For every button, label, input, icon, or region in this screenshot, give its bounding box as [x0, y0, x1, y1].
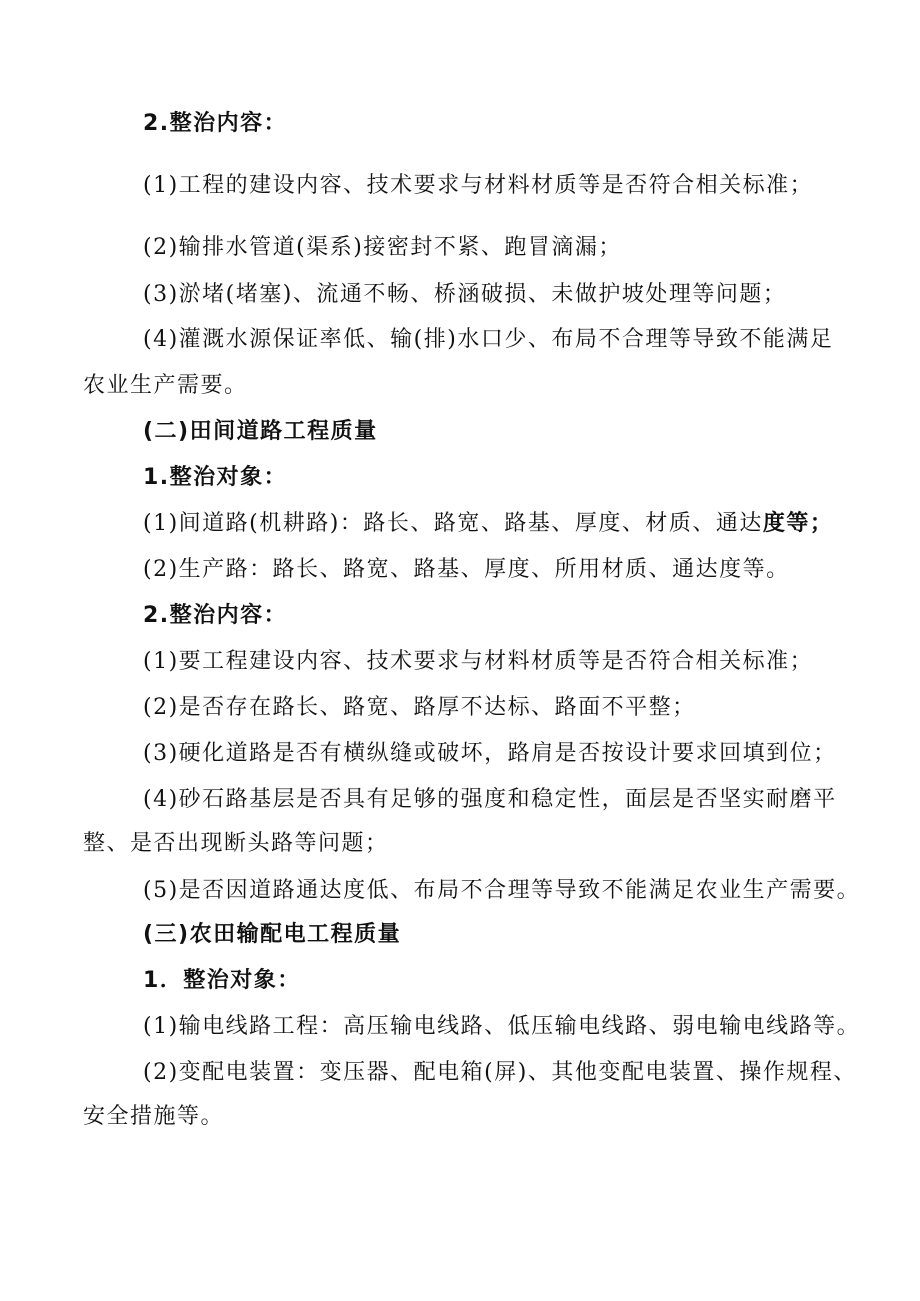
paragraph-line: (3)淤堵(堵塞)、流通不畅、桥涵破损、未做护坡处理等问题； [143, 282, 787, 307]
paragraph-line-bold-text: 度等； [762, 511, 834, 536]
paragraph-line: (2)生产路：路长、路宽、路基、厚度、所用材质、通达度等。 [143, 557, 790, 582]
section-heading-field-road: (二)田间道路工程质量 [143, 419, 378, 444]
section-heading-power-distribution: (三)农田输配电工程质量 [143, 922, 402, 947]
subsection-heading-target: 1.整治对象： [143, 465, 288, 490]
paragraph-line-continuation: 农业生产需要。 [83, 373, 248, 398]
paragraph-line: (2)输排水管道(渠系)接密封不紧、跑冒滴漏； [143, 235, 622, 260]
subsection-heading-target: 1．整治对象： [143, 968, 301, 993]
paragraph-line: (2)是否存在路长、路宽、路厚不达标、路面不平整； [143, 695, 696, 720]
paragraph-line: (5)是否因道路通达度低、布局不合理等导致不能满足农业生产需要。 [143, 878, 861, 903]
paragraph-line: (1)输电线路工程：高压输电线路、低压输电线路、弱电输电线路等。 [143, 1014, 861, 1039]
paragraph-line-text: (1)间道路(机耕路)：路长、路宽、路基、厚度、材质、通达 [143, 511, 763, 536]
paragraph-line: (1)工程的建设内容、技术要求与材料材质等是否符合相关标准； [143, 173, 814, 198]
paragraph-line-continuation: 安全措施等。 [83, 1104, 225, 1129]
paragraph-line-continuation: 整、是否出现断头路等问题； [83, 831, 389, 856]
paragraph-line: (4)灌溉水源保证率低、输(排)水口少、布局不合理等导致不能满足 [143, 327, 834, 352]
paragraph-line: (3)硬化道路是否有横纵缝或破坏，路肩是否按设计要求回填到位； [143, 741, 837, 766]
paragraph-line: (1)要工程建设内容、技术要求与材料材质等是否符合相关标准； [143, 649, 814, 674]
paragraph-line [143, 509, 833, 539]
paragraph-line: (4)砂石路基层是否具有足够的强度和稳定性，面层是否坚实耐磨平 [143, 787, 837, 812]
section-heading-rectification-content: 2.整治内容： [143, 111, 288, 136]
paragraph-line: (2)变配电装置：变压器、配电箱(屏)、其他变配电装置、操作规程、 [143, 1060, 857, 1085]
subsection-heading-content: 2.整治内容： [143, 603, 288, 628]
